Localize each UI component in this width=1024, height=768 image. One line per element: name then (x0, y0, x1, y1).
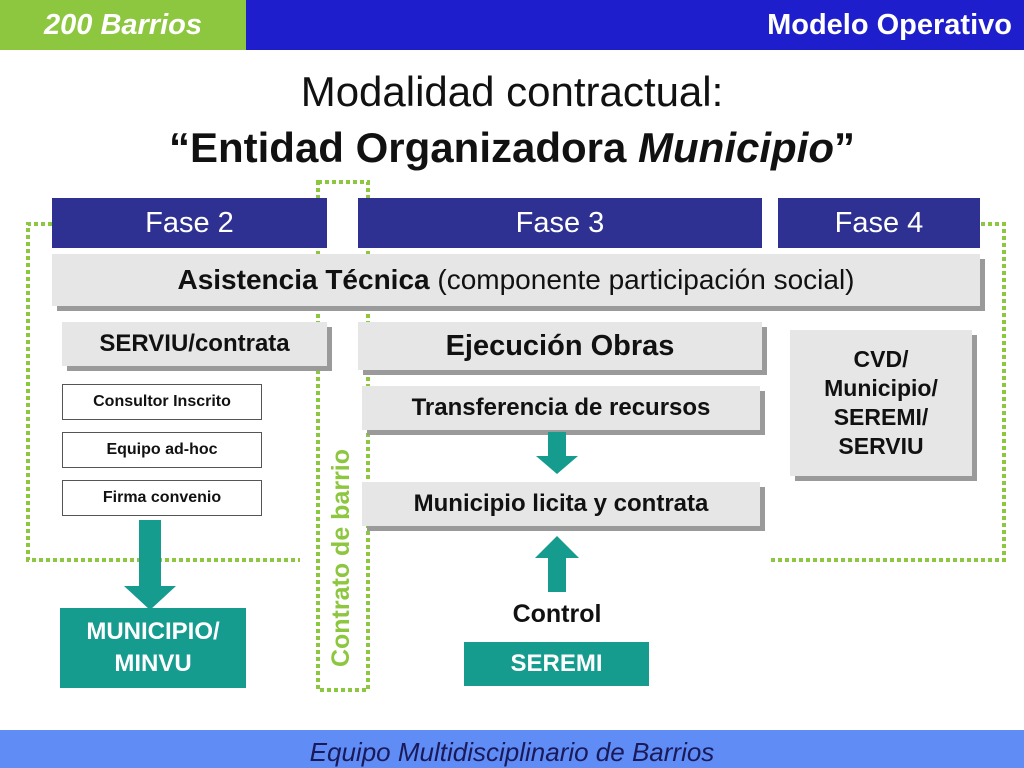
seremi-box: SEREMI (464, 642, 649, 686)
phase-4-header: Fase 4 (778, 198, 980, 248)
footer-team-label: Equipo Multidisciplinario de Barrios (0, 730, 1024, 768)
municipio-minvu-line-2: MINVU (114, 650, 192, 677)
right-box-line-4: SERVIU (838, 433, 924, 459)
title-line-2-italic: Municipio (638, 124, 835, 171)
header-model-label: Modelo Operativo (246, 0, 1024, 50)
up-arrow-middle-icon (535, 536, 579, 592)
firma-convenio-box: Firma convenio (62, 480, 262, 516)
right-box-line-3: SEREMI/ (833, 404, 929, 430)
down-arrow-left-icon (124, 520, 176, 610)
municipio-minvu-box (60, 608, 246, 688)
contrato-de-barrio-label: Contrato de barrio (327, 448, 355, 668)
title-line-1: Modalidad contractual: (300, 68, 724, 115)
phase-3-header: Fase 3 (358, 198, 762, 248)
cvd-municipio-seremi-serviu-box (790, 330, 972, 476)
asistencia-tecnica-banner (52, 254, 980, 306)
consultor-inscrito-box: Consultor Inscrito (62, 384, 262, 420)
header-program-label: 200 Barrios (0, 0, 246, 50)
municipio-licita-box: Municipio licita y contrata (362, 482, 760, 526)
control-label: Control (512, 600, 602, 628)
asistencia-rest: (componente participación social) (429, 264, 855, 295)
serviu-contrata-box: SERVIU/contrata (62, 322, 327, 366)
title-line-2-suffix: ” (834, 124, 856, 171)
right-box-line-2: Municipio/ (824, 375, 938, 401)
equipo-adhoc-box: Equipo ad-hoc (62, 432, 262, 468)
transferencia-recursos-box: Transferencia de recursos (362, 386, 760, 430)
phase-2-header: Fase 2 (52, 198, 327, 248)
down-arrow-middle-icon (536, 432, 578, 474)
right-box-line-1: CVD/ (853, 346, 909, 372)
title-line-2-prefix: “Entidad Organizadora (168, 124, 639, 171)
ejecucion-obras-box: Ejecución Obras (358, 322, 762, 370)
asistencia-bold: Asistencia Técnica (177, 264, 430, 295)
municipio-minvu-line-1: MUNICIPIO/ (86, 618, 220, 645)
